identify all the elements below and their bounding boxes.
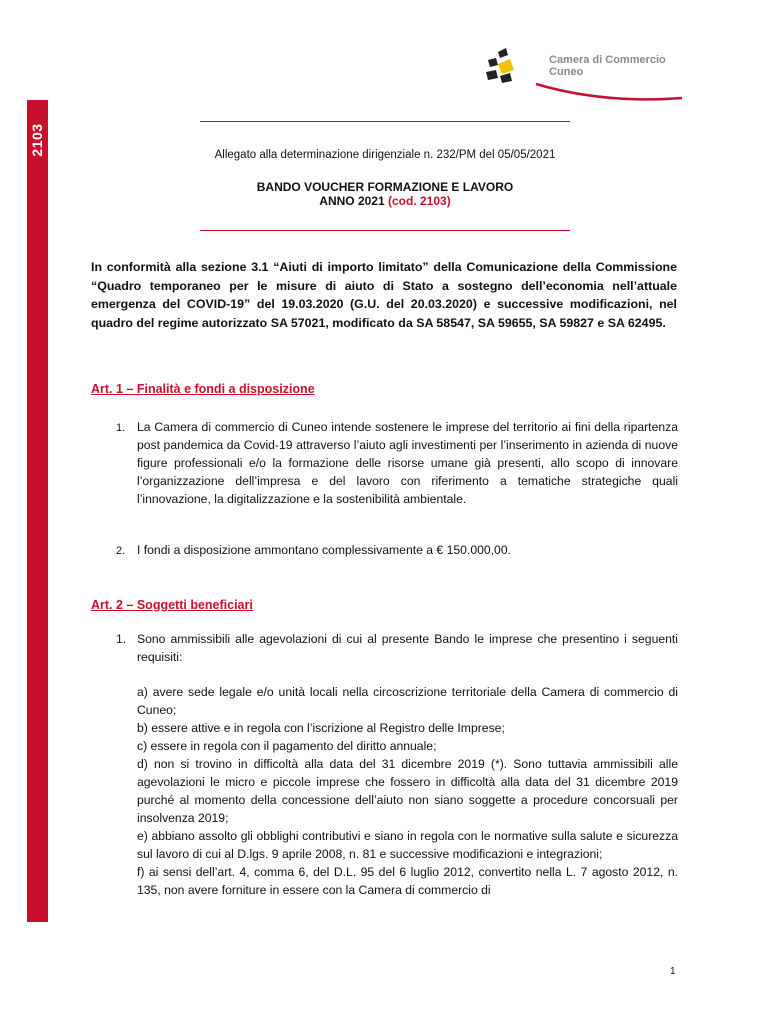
intro-paragraph: In conformità alla sezione 3.1 “Aiuti di importo limitato” della Comunicazione della Commissione “Quadro temporaneo per le misure di aiuto di Stato a sostegno dell’economia nell’attuale emergenza del COVID-19” del 19.03.2020 (G.U. del 20.03.2020) e successive modificazioni, nel quadro del regime autorizzato SA 57021, modificato da SA 58547, SA 59655, SA 59827 e SA 62495. [91,260,677,330]
document-title: BANDO VOUCHER FORMAZIONE E LAVORO ANNO 2021 (cod. 2103) [256,180,514,208]
requirement-a: a) avere sede legale e/o unità locali nella circoscrizione territoriale della Camera di commercio di Cuneo; [137,685,678,717]
requirement-c: c) essere in regola con il pagamento del diritto annuale; [137,739,437,753]
art2-heading: Art. 2 – Soggetti beneficiari [91,598,253,612]
allegato-line: Allegato alla determinazione dirigenziale n. 232/PM del 05/05/2021 [214,149,556,161]
sidebar-band [27,100,48,922]
art2-item1-text: Sono ammissibili alle agevolazioni di cui al presente Bando le imprese che presentino i seguenti requisiti: [137,632,678,664]
title-code: (cod. 2103) [388,194,451,208]
requirement-f: f) ai sensi dell’art. 4, comma 6, del D.L. 95 del 6 luglio 2012, convertito nella L. 7 agosto 2012, n. 135, non avere forniture in essere con la Camera di commercio di [137,865,678,897]
chamber-logo [484,46,684,106]
header-rule-bottom [200,230,570,231]
header-rule-top [200,121,570,122]
requirement-d: d) non si trovino in difficoltà alla data del 31 dicembre 2019 (*). Sono tuttavia ammissibili alle agevolazioni le micro e piccole imprese che fossero in difficoltà alla data del 31 dicembre 2019 purché al momento della concessione dell’aiuto non siano soggette a procedure concorsuali per insolvenza 2019; [137,757,678,825]
requirements-list [137,683,678,899]
art1-item2-text: I fondi a disposizione ammontano complessivamente a € 150.000,00. [137,543,511,557]
art1-item1-num: 1. [116,422,126,434]
sidebar-code: 2103 [29,123,45,157]
logo-text: Camera di Commercio Cuneo [549,54,666,78]
art1-item2-num: 2. [116,545,126,557]
art1-heading: Art. 1 – Finalità e fondi a disposizione [91,382,315,396]
requirement-e: e) abbiano assolto gli obblighi contributivi e siano in regola con le normative sulla salute e sicurezza sul lavoro di cui al D.lgs. 9 aprile 2008, n. 81 e successive modificazioni e integrazioni; [137,829,678,861]
art2-item1-num: 1. [116,632,127,646]
page-number: 1 [670,966,676,977]
logo-swoosh-icon [534,76,684,106]
requirement-b: b) essere attive e in regola con l’iscrizione al Registro delle Imprese; [137,721,505,735]
art1-item1-text: La Camera di commercio di Cuneo intende sostenere le imprese del territorio ai fini della ripartenza post pandemica da Covid-19 attraverso l’aiuto agli investimenti per l’inserimento in azienda di nuove figure professionali e/o la formazione delle risorse umane già presenti, allo scopo di innovare l’organizzazione dell’impresa e del lavoro con riferimento a tematiche strategiche quali l’innovazione, la digitalizzazione e la sostenibilità ambientale. [137,420,678,506]
